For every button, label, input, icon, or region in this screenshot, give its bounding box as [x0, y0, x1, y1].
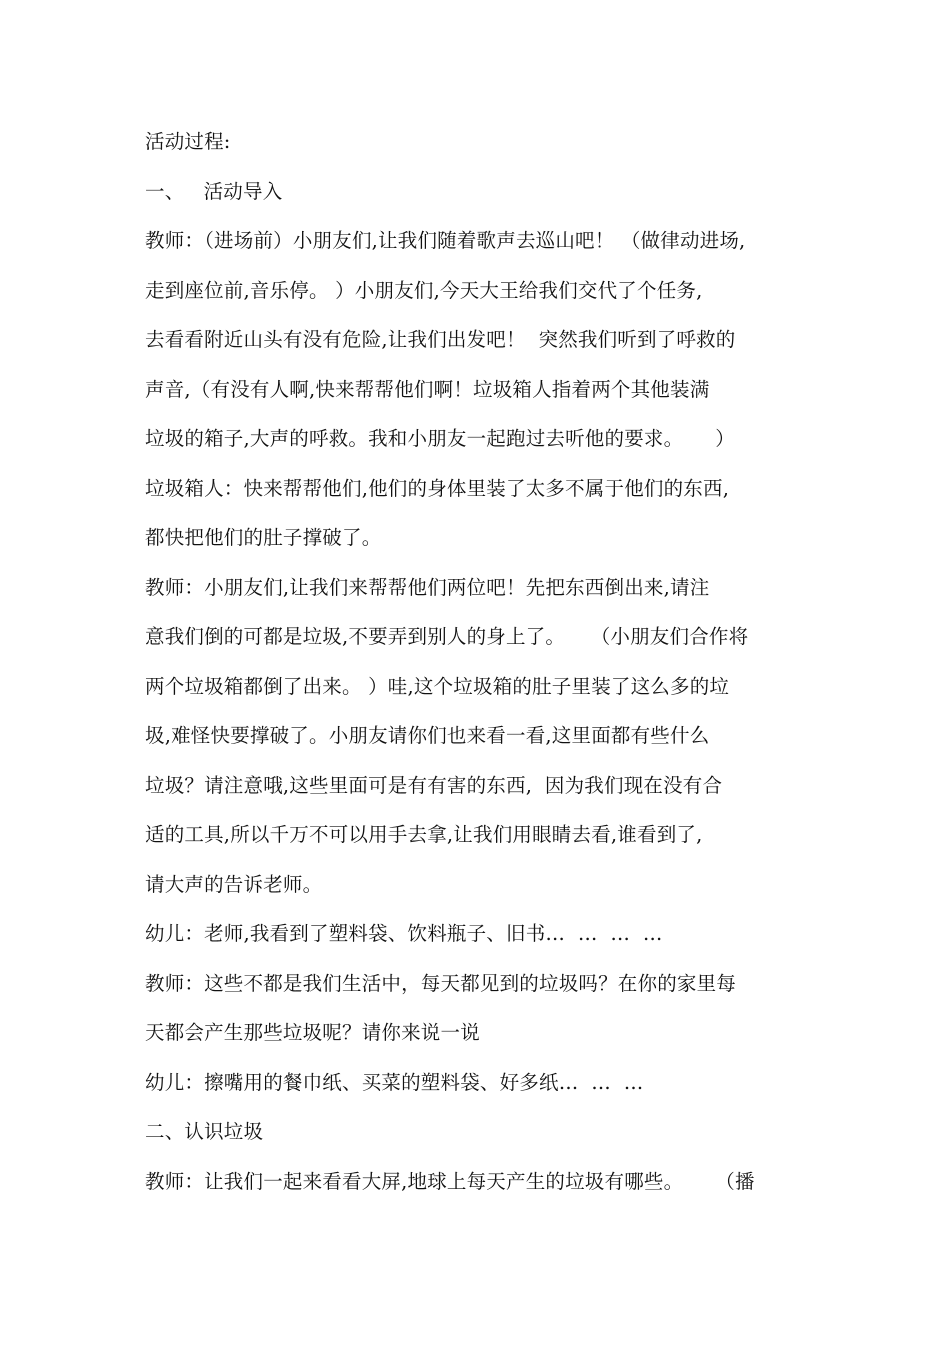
paragraph-line: 垃圾？请注意哦,这些里面可是有有害的东西, 因为我们现在没有合	[145, 773, 723, 797]
paragraph-line: 教师：这些不都是我们生活中，每天都见到的垃圾吗？在你的家里每	[145, 971, 737, 995]
document-body	[145, 122, 805, 1211]
paragraph-line: 去看看附近山头有没有危险,让我们出发吧！ 突然我们听到了呼救的	[145, 328, 736, 351]
paragraph-line: 幼儿：老师,我看到了塑料袋、饮料瓶子、旧书… … … …	[145, 922, 663, 945]
paragraph-line: 圾,难怪快要撑破了。小朋友请你们也来看一看,这里面都有些什么	[145, 724, 710, 747]
paragraph-line: 教师：让我们一起来看看大屏,地球上每天产生的垃圾有哪些。 （播	[145, 1169, 755, 1193]
paragraph-line: 请大声的告诉老师。	[145, 872, 323, 896]
paragraph-line: 垃圾箱人：快来帮帮他们,他们的身体里装了太多不属于他们的东西,	[145, 476, 730, 500]
paragraph-line: 都快把他们的肚子撑破了。	[145, 526, 382, 549]
paragraph-line: 天都会产生那些垃圾呢？请你来说一说	[145, 1021, 480, 1044]
paragraph-line: 两个垃圾箱都倒了出来。 ）哇,这个垃圾箱的肚子里装了这么多的垃	[145, 674, 730, 698]
paragraph-line: 声音,（有没有人啊,快来帮帮他们啊！垃圾箱人指着两个其他装满	[145, 377, 710, 401]
paragraph-line: 适的工具,所以千万不可以用手去拿,让我们用眼睛去看,谁看到了,	[145, 823, 703, 846]
paragraph-line: 幼儿：擦嘴用的餐巾纸、买菜的塑料袋、好多纸… … …	[145, 1070, 644, 1094]
paragraph-line: 教师：（进场前）小朋友们,让我们随着歌声去巡山吧！ （做律动进场,	[145, 229, 746, 252]
section-heading-intro: 一、 活动导入	[145, 179, 283, 203]
section-heading-recognize-garbage: 二、认识垃圾	[145, 1120, 264, 1143]
paragraph-line: 走到座位前,音乐停。 ）小朋友们,今天大王给我们交代了个任务,	[145, 278, 703, 302]
paragraph-line: 意我们倒的可都是垃圾,不要弄到别人的身上了。 （小朋友们合作将	[145, 625, 749, 648]
paragraph-line: 教师：小朋友们,让我们来帮帮他们两位吧！先把东西倒出来,请注	[145, 575, 710, 599]
section-heading-activity-process: 活动过程:	[145, 130, 231, 153]
paragraph-line: 垃圾的箱子,大声的呼救。我和小朋友一起跑过去听他的要求。 ）	[145, 427, 735, 450]
